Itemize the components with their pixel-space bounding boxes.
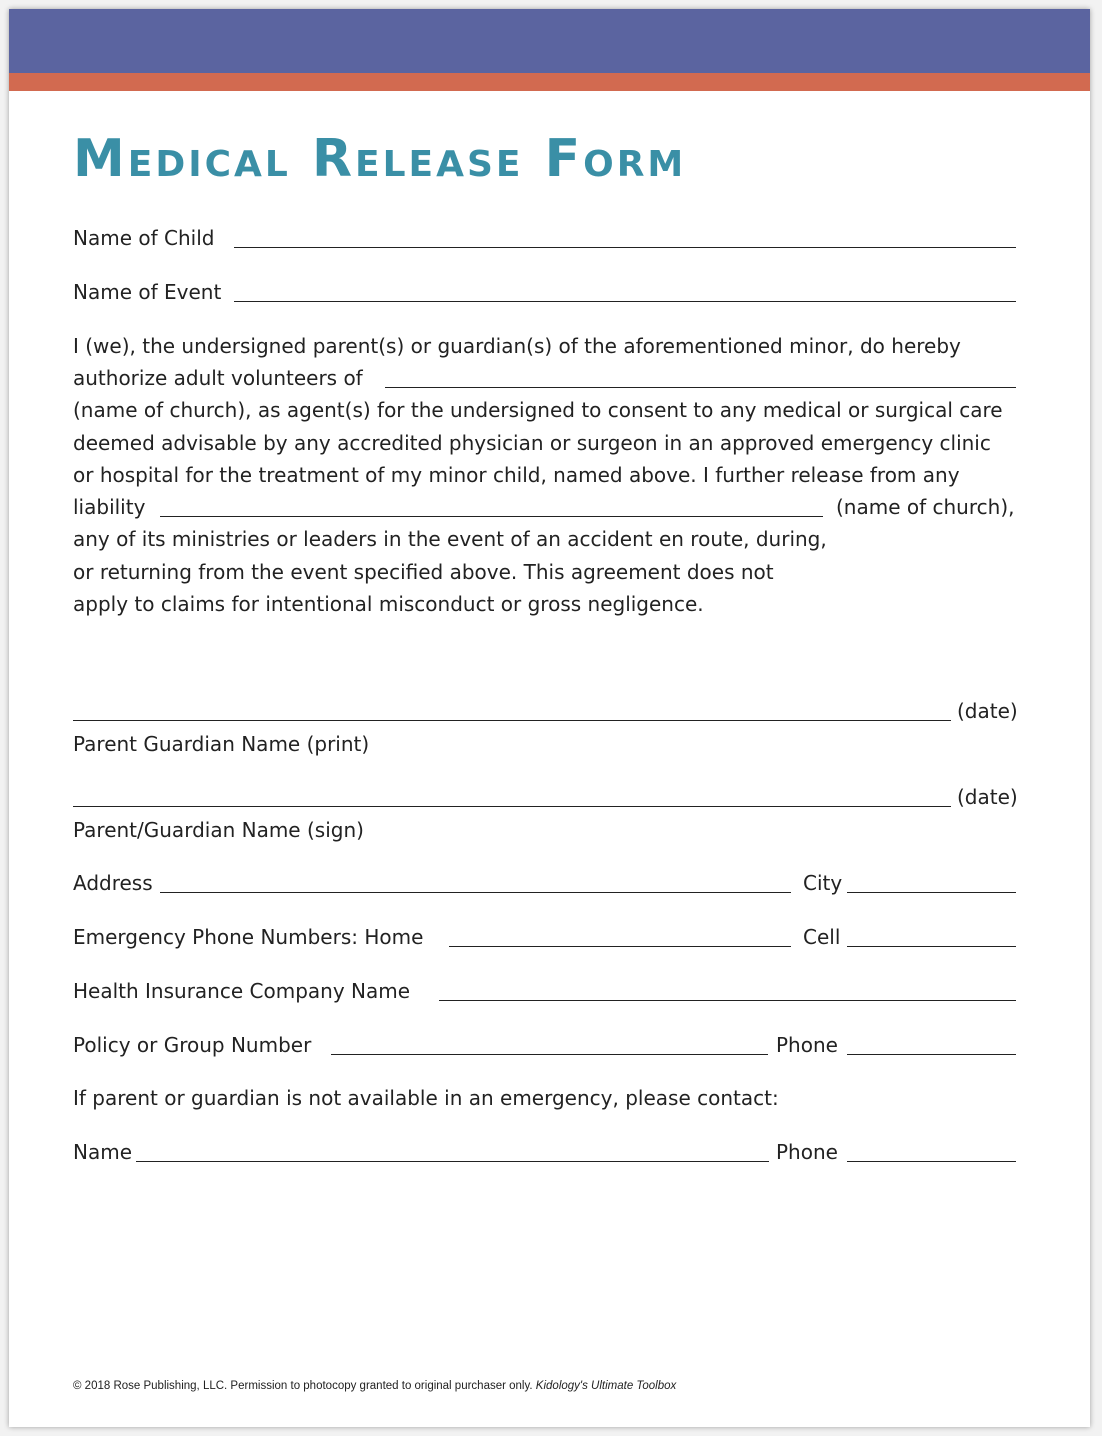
- home-phone-label: Emergency Phone Numbers: Home: [73, 925, 424, 949]
- emergency-note: If parent or guardian is not available in an emergency, please contact:: [73, 1086, 779, 1110]
- cell-line[interactable]: [847, 946, 1016, 947]
- child-name-line[interactable]: [234, 247, 1016, 248]
- copyright-text: © 2018 Rose Publishing, LLC. Permission to photocopy granted to original purchaser only.: [73, 1380, 533, 1392]
- form-page: [9, 9, 1090, 1427]
- paragraph-line: apply to claims for intentional misconduct or gross negligence.: [73, 592, 704, 616]
- paragraph-line: authorize adult volunteers of: [73, 366, 363, 390]
- paragraph-line: any of its ministries or leaders in the event of an accident en route, during,: [73, 527, 827, 551]
- paragraph-line: (name of church), as agent(s) for the undersigned to consent to any medical or surgical care: [73, 398, 1003, 422]
- church-name-line-1[interactable]: [385, 387, 1016, 388]
- header-band-top: [9, 9, 1090, 73]
- address-label: Address: [73, 871, 153, 895]
- paragraph-line: I (we), the undersigned parent(s) or guardian(s) of the aforementioned minor, do hereby: [73, 334, 961, 358]
- policy-line[interactable]: [331, 1054, 768, 1055]
- paragraph-line: or returning from the event specified above. This agreement does not: [73, 560, 774, 584]
- phone-label: Phone: [776, 1140, 838, 1164]
- contact-phone-line[interactable]: [847, 1161, 1016, 1162]
- contact-name-line[interactable]: [136, 1161, 769, 1162]
- form-title: Medical Release Form: [73, 129, 687, 189]
- policy-label: Policy or Group Number: [73, 1033, 312, 1057]
- date-label: (date): [957, 785, 1018, 809]
- footer-copyright: [73, 1379, 676, 1393]
- event-name-label: Name of Event: [73, 280, 222, 304]
- date-label: (date): [957, 699, 1018, 723]
- paragraph-line: (name of church),: [836, 495, 1015, 519]
- home-phone-line[interactable]: [449, 946, 791, 947]
- child-name-label: Name of Child: [73, 226, 215, 250]
- contact-name-label: Name: [73, 1140, 133, 1164]
- city-label: City: [803, 871, 843, 895]
- church-name-line-2[interactable]: [160, 516, 823, 517]
- paragraph-line: or hospital for the treatment of my minor child, named above. I further release from any: [73, 463, 960, 487]
- sign-name-line[interactable]: [73, 806, 951, 807]
- address-line[interactable]: [160, 892, 791, 893]
- paragraph-line: liability: [73, 495, 146, 519]
- insurance-line[interactable]: [439, 1000, 1016, 1001]
- header-band-bottom: [9, 73, 1090, 91]
- sign-name-label: Parent/Guardian Name (sign): [73, 818, 364, 842]
- phone-line[interactable]: [847, 1054, 1016, 1055]
- cell-label: Cell: [803, 925, 841, 949]
- city-line[interactable]: [847, 892, 1016, 893]
- event-name-line[interactable]: [234, 301, 1016, 302]
- print-name-label: Parent Guardian Name (print): [73, 732, 370, 756]
- phone-label: Phone: [776, 1033, 838, 1057]
- book-title: Kidology's Ultimate Toolbox: [535, 1380, 677, 1392]
- print-name-line[interactable]: [73, 720, 951, 721]
- insurance-label: Health Insurance Company Name: [73, 979, 411, 1003]
- paragraph-line: deemed advisable by any accredited physician or surgeon in an approved emergency clinic: [73, 431, 991, 455]
